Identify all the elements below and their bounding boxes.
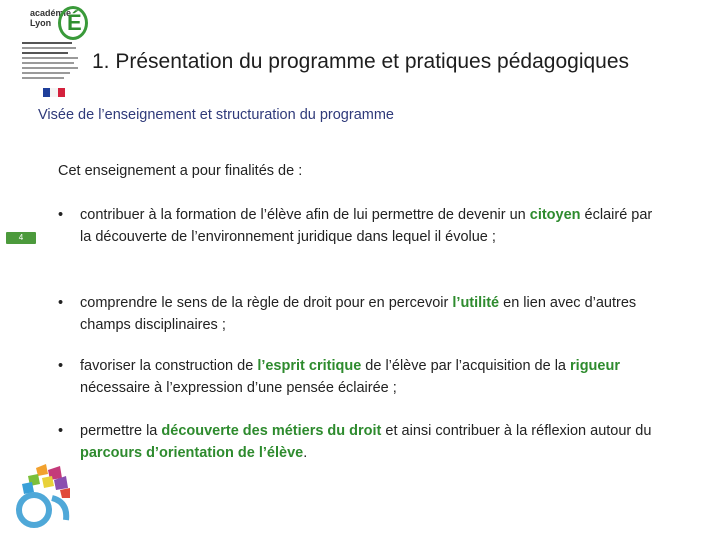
bullet-text-part: . bbox=[303, 445, 308, 461]
logo-academie-text: académie bbox=[30, 8, 72, 18]
page-number-badge: 4 bbox=[6, 232, 36, 244]
bullet-text-part: nécessaire à l’expression d’une pensée éclairée ; bbox=[80, 380, 397, 396]
slide-title: 1. Présentation du programme et pratiques pédagogiques bbox=[92, 50, 630, 73]
bullet-text bbox=[80, 420, 660, 464]
bullet-text-part: permettre la bbox=[80, 423, 162, 439]
bullet-keyword: l’utilité bbox=[452, 295, 500, 311]
academie-logo bbox=[10, 4, 80, 94]
logo-text-lines bbox=[22, 42, 80, 82]
bullet-text-part: comprendre le sens de la règle de droit pour en percevoir bbox=[80, 295, 453, 311]
bullet-glyph: • bbox=[58, 207, 64, 223]
bullet-text bbox=[80, 204, 660, 248]
bullet-keyword: l’esprit critique bbox=[257, 358, 362, 374]
bullet-text bbox=[80, 355, 660, 399]
bullet-text-part: contribuer à la formation de l’élève afin de lui permettre de devenir un bbox=[80, 207, 530, 223]
bullet-text-part: favoriser la construction de bbox=[80, 358, 258, 374]
bullet-keyword: citoyen bbox=[529, 207, 581, 223]
logo-lyon-text: Lyon bbox=[30, 18, 52, 28]
bullet-text-part: éclairé par la découverte de l’environnement juridique dans lequel il évolue ; bbox=[80, 207, 653, 245]
bullet-text-part: et ainsi contribuer à la réflexion autour du bbox=[381, 423, 652, 439]
slide-subtitle: Visée de l’enseignement et structuration du programme bbox=[38, 107, 394, 123]
decorative-colorful-logo bbox=[8, 462, 80, 532]
french-flag-icon bbox=[43, 88, 65, 97]
bullet-text-part: en lien avec d’autres champs disciplinaires ; bbox=[80, 295, 637, 333]
bullet-keyword: parcours d’orientation de l’élève bbox=[80, 445, 304, 461]
intro-text: Cet enseignement a pour finalités de : bbox=[58, 163, 303, 179]
logo-e-icon: É bbox=[58, 6, 88, 40]
bullet-keyword: rigueur bbox=[570, 358, 620, 374]
bullet-glyph: • bbox=[58, 295, 64, 311]
bullet-keyword: découverte des métiers du droit bbox=[161, 423, 382, 439]
bullet-text bbox=[80, 292, 660, 336]
bullet-text-part: de l’élève par l’acquisition de la bbox=[361, 358, 571, 374]
bullet-glyph: • bbox=[58, 358, 64, 374]
bullet-glyph: • bbox=[58, 423, 64, 439]
